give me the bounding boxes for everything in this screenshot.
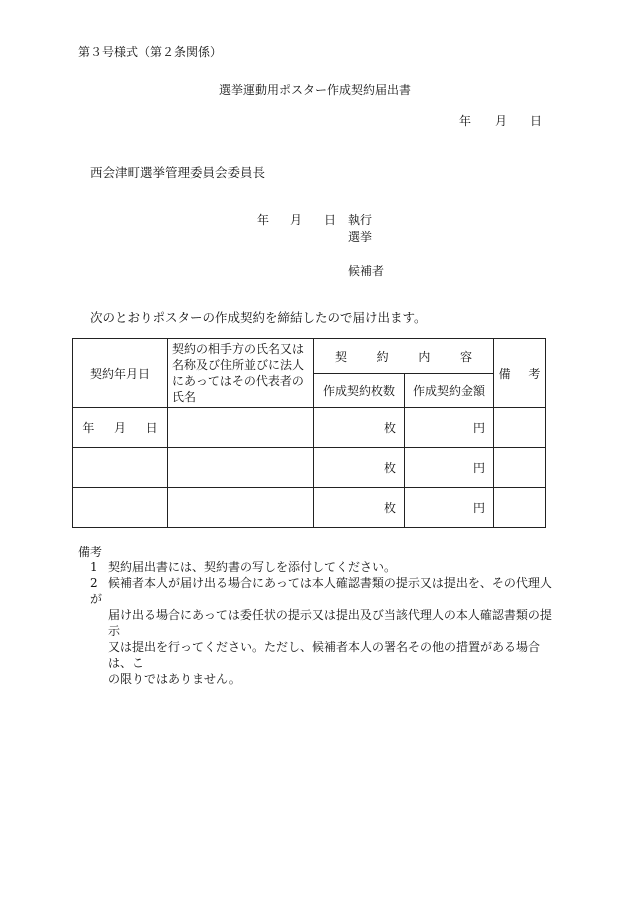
document-title: 選挙運動用ポスター作成契約届出書 [218,83,411,97]
header-contents-char-1: 契 [334,349,347,364]
contract-date-cell[interactable] [73,488,168,528]
amount-cell[interactable] [405,448,494,488]
note-text-continued: の限りではありません。 [108,672,241,686]
contract-date-cell[interactable] [73,408,168,448]
table-row [73,488,546,528]
note-text-continued: 又は提出を行ってください。ただし、候補者本人の署名その他の措置がある場合は、こ [108,640,541,670]
amount-unit: 円 [472,461,485,475]
amount-unit: 円 [472,421,485,435]
amount-cell[interactable] [405,488,494,528]
header-remarks-char-1: 備 [498,366,511,381]
row-date-day: 日 [145,421,158,435]
contract-date-cell[interactable] [73,448,168,488]
header-contents-char-4: 容 [460,349,473,364]
table-row [73,408,546,448]
note-item-1 [90,559,560,575]
count-cell[interactable] [314,448,405,488]
count-unit: 枚 [383,421,396,435]
header-contents-char-2: 約 [376,349,389,364]
counterparty-cell[interactable] [168,448,314,488]
count-cell[interactable] [314,408,405,448]
count-unit: 枚 [383,461,396,475]
remarks-cell[interactable] [494,448,546,488]
remarks-cell[interactable] [494,488,546,528]
note-text: 契約届出書には、契約書の写しを添付してください。 [108,560,397,574]
header-contents-char-3: 内 [418,349,431,364]
date-day-label: 日 [530,114,543,128]
header-contract-date: 契約年月日 [73,339,168,408]
notes-heading: 備考 [78,545,103,559]
header-counterparty: 契約の相手方の氏名又は名称及び住所並びに法人にあってはその代表者の氏名 [168,339,314,408]
header-count: 作成契約枚数 [314,374,405,408]
header-amount: 作成契約金額 [405,374,494,408]
contract-table [72,338,546,528]
date-month-label: 月 [495,114,508,128]
header-contract-contents [314,339,494,374]
table-row [73,448,546,488]
intro-text: 次のとおりポスターの作成契約を締結したので届け出ます。 [90,310,427,325]
header-remarks [494,339,546,408]
candidate-label: 候補者 [348,264,385,278]
counterparty-cell[interactable] [168,488,314,528]
recipient: 西会津町選挙管理委員会委員長 [90,165,266,180]
exec-label: 執行 [348,213,373,227]
count-cell[interactable] [314,488,405,528]
header-remarks-char-2: 考 [528,366,541,381]
remarks-cell[interactable] [494,408,546,448]
note-text: 候補者本人が届け出る場合にあっては本人確認書類の提示又は提出を、その代理人が [90,576,552,606]
row-date-year: 年 [82,421,95,435]
exec-month-label: 月 [290,213,303,227]
election-label: 選挙 [348,230,373,244]
counterparty-cell[interactable] [168,408,314,448]
note-text-continued: 届け出る場合にあっては委任状の提示又は提出及び当該代理人の本人確認書類の提示 [108,608,552,638]
note-number: 1 [90,560,98,574]
exec-day-label: 日 [324,213,337,227]
note-number: 2 [90,576,98,590]
row-date-month: 月 [113,421,126,435]
form-number: 第３号様式（第２条関係） [78,45,223,59]
note-item-2 [90,575,560,687]
amount-unit: 円 [472,501,485,515]
date-year-label: 年 [459,114,472,128]
amount-cell[interactable] [405,408,494,448]
exec-year-label: 年 [257,213,270,227]
count-unit: 枚 [383,501,396,515]
